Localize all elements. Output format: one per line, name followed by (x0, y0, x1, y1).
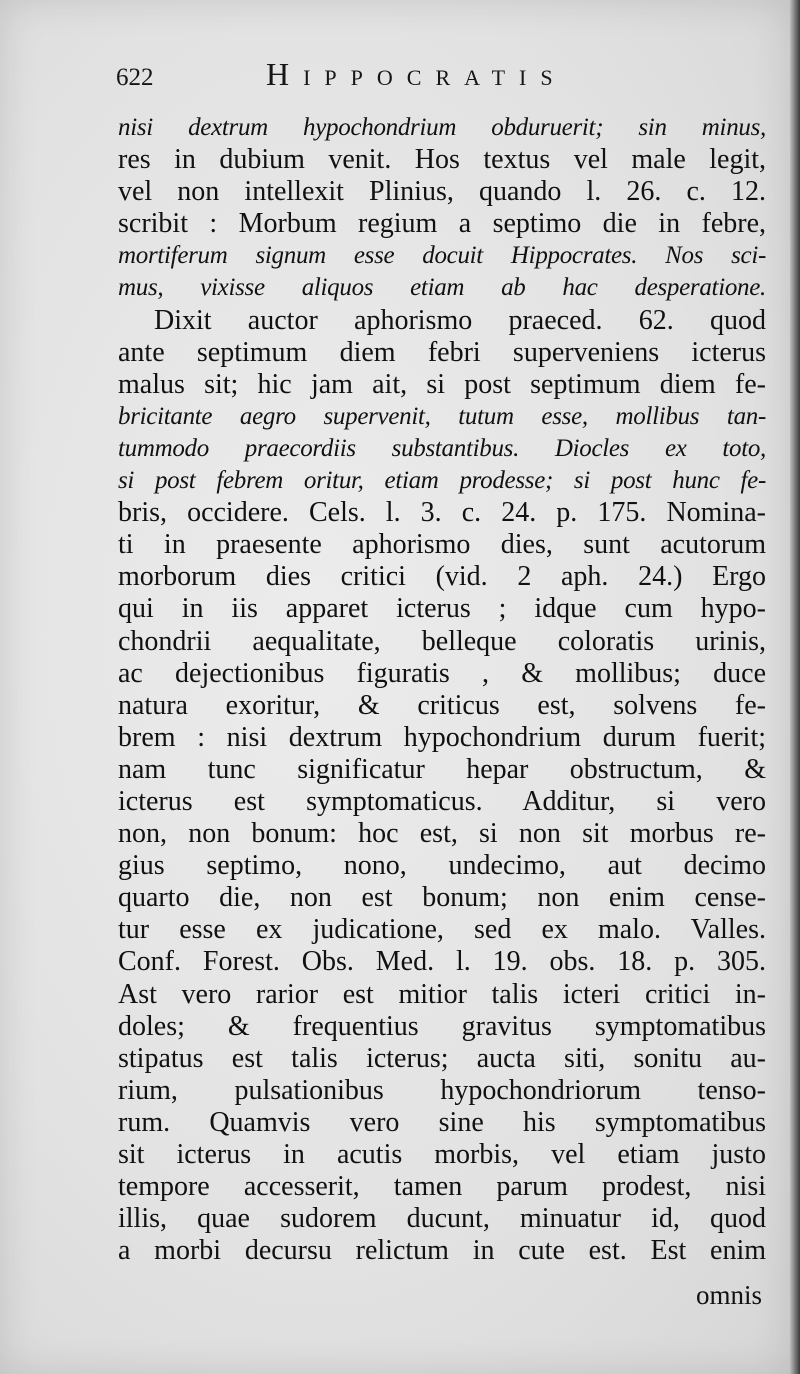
page-number: 622 (116, 64, 154, 91)
text-line: a morbi decursu relictum in cute est. Est enim (118, 1235, 766, 1267)
text-line: non, non bonum: hoc est, si non sit morbus re- (118, 818, 766, 850)
text-line: quarto die, non est bonum; non enim cense- (118, 882, 766, 914)
text-line: morborum dies critici (vid. 2 aph. 24.) Ergo (118, 561, 766, 593)
running-title: Hippocratis (266, 56, 567, 92)
text-line: ante septimum diem febri superveniens icterus (118, 336, 766, 368)
text-line: malus sit; hic jam ait, si post septimum diem fe- (118, 368, 766, 400)
text-line: Ast vero rarior est mitior talis icteri critici in- (118, 978, 766, 1010)
text-line: sit icterus in acutis morbis, vel etiam justo (118, 1139, 766, 1170)
text-line: Dixit auctor aphorismo praeced. 62. quod (154, 304, 766, 336)
text-line: nisi dextrum hypochondrium obduruerit; sin minus, (118, 114, 766, 141)
text-line: gius septimo, nono, undecimo, aut decimo (118, 850, 766, 882)
text-line: rium, pulsationibus hypochondriorum tenso- (118, 1074, 766, 1106)
text-line: icterus est symptomaticus. Additur, si vero (118, 785, 766, 817)
text-line: tummodo praecordiis substantibus. Diocles ex toto, (118, 434, 766, 462)
text-line: natura exoritur, & criticus est, solvens fe- (118, 689, 766, 721)
page-header (116, 56, 716, 96)
text-line: ac dejectionibus figuratis , & mollibus; duce (118, 657, 766, 689)
text-line: nam tunc significatur hepar obstructum, & (118, 753, 766, 785)
text-line: bricitante aegro supervenit, tutum esse, mollibus tan- (118, 402, 766, 430)
text-line: mortiferum signum esse docuit Hippocrates. Nos sci- (118, 242, 766, 270)
text-line: chondrii aequalitate, belleque coloratis urinis, (118, 625, 766, 657)
text-line: scribit : Morbum regium a septimo die in febre, (118, 208, 766, 240)
text-line: bris, occidere. Cels. l. 3. c. 24. p. 175. Nomina- (118, 497, 766, 529)
text-line: rum. Quamvis vero sine his symptomatibus (118, 1106, 766, 1138)
page-edge-shadow (790, 0, 800, 1374)
text-line: qui in iis apparet icterus ; idque cum hypo- (118, 593, 766, 625)
text-line: si post febrem oritur, etiam prodesse; si post hunc fe- (118, 467, 766, 495)
text-line: doles; & frequentius gravitus symptomatibus (118, 1010, 766, 1042)
text-line: stipatus est talis icterus; aucta siti, sonitu au- (118, 1042, 766, 1074)
text-line: illis, quae sudorem ducunt, minuatur id, quod (118, 1203, 766, 1235)
text-line: tempore accesserit, tamen parum prodest, nisi (118, 1171, 766, 1203)
text-line: mus, vixisse aliquos etiam ab hac desperatione. (118, 274, 766, 302)
text-line: tur esse ex judicatione, sed ex malo. Valles. (118, 914, 766, 946)
catchword: omnis (695, 1280, 762, 1310)
text-line: vel non intellexit Plinius, quando l. 26. c. 12. (118, 176, 766, 208)
text-line: ti in praesente aphorismo dies, sunt acutorum (118, 529, 766, 561)
text-line: brem : nisi dextrum hypochondrium durum fuerit; (118, 721, 766, 753)
text-line: res in dubium venit. Hos textus vel male legit, (118, 144, 766, 176)
text-line: Conf. Forest. Obs. Med. l. 19. obs. 18. p. 305. (118, 946, 766, 978)
body-text (118, 112, 766, 1267)
